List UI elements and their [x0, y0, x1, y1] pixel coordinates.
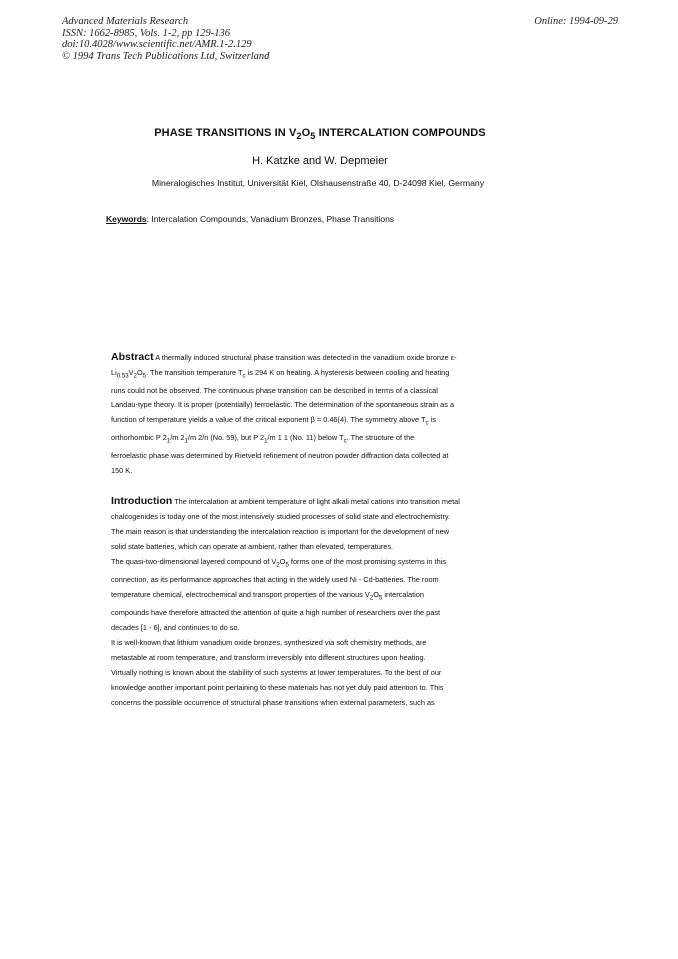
- intro-text: The intercalation at ambient temperature of light alkali metal cations into transition metal: [172, 497, 460, 506]
- abstract-text: is 294 K on heating. A hysteresis between cooling and heating: [245, 367, 450, 377]
- abstract-text: O: [136, 367, 143, 377]
- abstract-subscript: c: [343, 437, 347, 445]
- intro-line: The main reason is that understanding the intercalation reaction is important for the development of new: [111, 526, 450, 536]
- affiliation: Mineralogisches Institut, Universität Kiel, Olshausenstraße 40, D-24098 Kiel, Germany: [151, 178, 485, 188]
- intro-subscript: 5: [285, 561, 289, 569]
- intro-line: [111, 636, 531, 651]
- intro-text: temperature chemical, electrochemical and transport properties of the various V: [111, 589, 370, 599]
- abstract-subscript: 0.53: [116, 372, 129, 380]
- authors: H. Katzke and W. Depmeier: [252, 155, 388, 167]
- intro-line: [111, 555, 531, 573]
- intro-text: soft chemistry methods, are: [334, 638, 427, 648]
- title-text: INTERCALATION COMPOUNDS: [315, 127, 486, 139]
- abstract-text: orthorhombic P 2: [111, 432, 167, 442]
- doi-line: doi:10.4028/www.scientific.net/AMR.1-2.129: [62, 39, 252, 51]
- keywords-text: : Intercalation Compounds, Vanadium Bronzes, Phase Transitions: [146, 214, 395, 224]
- intro-text: O: [373, 589, 379, 599]
- abstract-text: Li: [111, 367, 117, 377]
- intro-line: [111, 494, 531, 510]
- intro-text: forms one of the most promising systems in this: [288, 556, 446, 566]
- introduction-heading: Introduction: [111, 495, 173, 507]
- abstract-text: /m 2/n (No. 59), but P 2: [187, 432, 265, 442]
- online-date: Online: 1994-09-29: [534, 16, 618, 27]
- keywords: [106, 214, 546, 224]
- intro-text: intercalation: [382, 589, 424, 599]
- abstract-subscript: 2: [133, 372, 137, 380]
- abstract-subscript: 1: [166, 437, 171, 445]
- abstract-subscript: c: [425, 419, 429, 427]
- intro-line: chalcogenides is today one of the most intensively studied processes of solid state and electrochemistry.: [111, 511, 451, 521]
- intro-line: concerns the possible occurrence of structural phase transitions when external parameters, such as: [111, 697, 435, 707]
- abstract-line: Landau-type theory. It is proper (potentially) ferroelastic. The determination of the spontaneous strain as a: [111, 400, 455, 410]
- abstract-heading: Abstract: [111, 351, 154, 363]
- keywords-label: Keywords: [106, 214, 147, 224]
- intro-line: compounds have therefore attracted the attention of quite a high number of researchers over the past: [111, 608, 441, 618]
- abstract-text: is: [428, 414, 436, 424]
- title-subscript: 2: [296, 131, 302, 142]
- copyright-line: © 1994 Trans Tech Publications Ltd, Switzerland: [62, 50, 270, 62]
- abstract-line: [111, 413, 531, 431]
- abstract-line: 150 K.: [111, 465, 133, 475]
- intro-subscript: 2: [369, 594, 374, 602]
- abstract-text: A thermally induced structural phase transition was detected in the vanadium oxide bronze ε-: [153, 353, 457, 362]
- abstract-line: [111, 431, 531, 449]
- intro-line: connection, as its performance approaches that acting in the widely used Ni - Cd-batteries. The room: [111, 575, 439, 584]
- title-text: PHASE TRANSITIONS IN V: [154, 127, 297, 139]
- intro-line: metastable at room temperature, and transform irreversibly into different structures upon heating.: [111, 653, 426, 662]
- abstract-section: [111, 350, 531, 478]
- intro-subscript: 5: [378, 594, 383, 602]
- abstract-text: function of temperature yields a value of the critical exponent β = 0.46(4). The symmetry above T: [111, 414, 426, 424]
- intro-text: O: [279, 556, 286, 566]
- abstract-text: . The structure of the: [346, 432, 415, 442]
- abstract-text: . The transition temperature T: [146, 367, 243, 377]
- page-header: [62, 16, 618, 62]
- abstract-line: ferroelastic phase was determined by Rietveld refinement of neutron powder diffraction data collected at: [111, 450, 449, 460]
- journal-name: Advanced Materials Research: [62, 16, 189, 27]
- abstract-line: [111, 366, 531, 384]
- abstract-line: runs could not be observed. The continuous phase transition can be described in terms of a classical: [111, 385, 438, 395]
- scan-speck: [214, 682, 216, 683]
- intro-line: solid state batteries, which can operate at ambient, rather than elevated, temperatures.: [111, 541, 394, 551]
- abstract-text: /m 2: [170, 432, 185, 442]
- abstract-subscript: 1: [184, 437, 188, 445]
- intro-line: decades [1 - 6], and continues to do so.: [111, 623, 240, 633]
- introduction-section: [111, 494, 531, 711]
- abstract-subscript: 5: [142, 372, 147, 380]
- intro-text: It is well-known that lithium vanadium oxide bronzes, synthesized: [111, 638, 325, 648]
- intro-line: [111, 588, 531, 606]
- abstract-subscript: c: [242, 372, 246, 380]
- abstract-line: [111, 350, 531, 366]
- intro-subscript: 2: [276, 561, 280, 569]
- abstract-subscript: 1: [264, 437, 268, 445]
- issn-line: ISSN: 1662-8985, Vols. 1-2, pp 129-136: [62, 27, 230, 39]
- intro-text: The quasi-two-dimensional layered compound of V: [111, 556, 277, 566]
- abstract-text: /m 1 1 (No. 11) below T: [267, 432, 344, 442]
- title-subscript: 5: [310, 131, 316, 142]
- intro-italic-text: via: [324, 638, 335, 648]
- intro-line: Virtually nothing is known about the stability of such systems at lower temperatures. To the best of our: [111, 667, 442, 677]
- intro-line: knowledge another important point pertaining to these materials has not yet duly paid attention to. This: [111, 682, 444, 692]
- title-text: O: [301, 127, 311, 139]
- paper-title: [0, 127, 640, 141]
- abstract-text: V: [128, 367, 134, 377]
